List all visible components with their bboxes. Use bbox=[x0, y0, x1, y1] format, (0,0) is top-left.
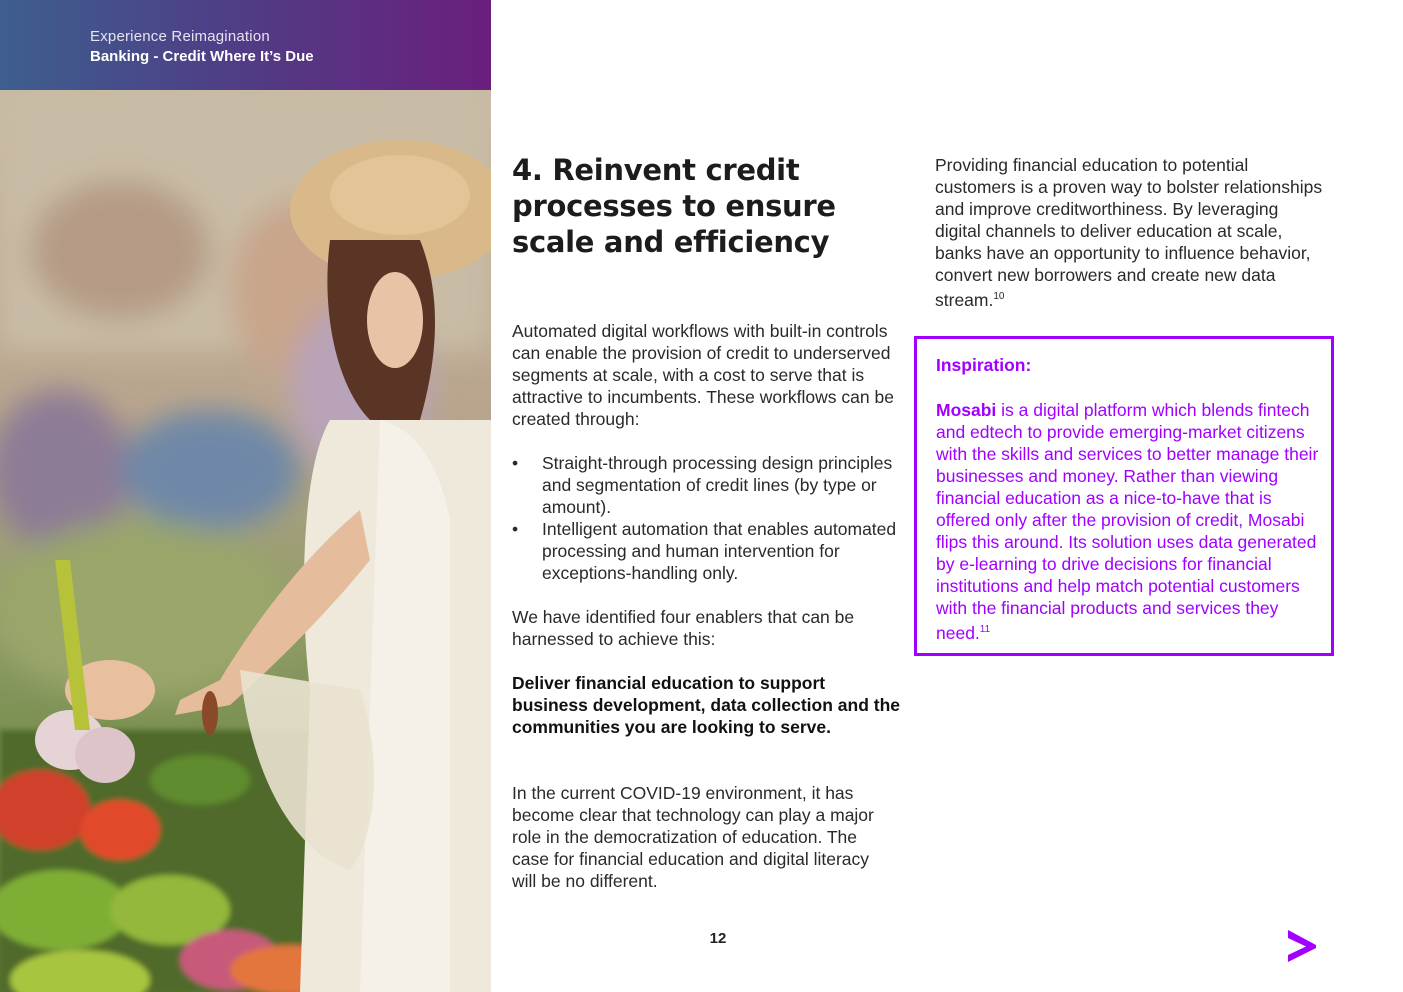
section-heading: 4. Reinvent credit processes to ensure scale and efficiency bbox=[512, 153, 836, 259]
workflow-bullet-list bbox=[512, 452, 902, 584]
page-number: 12 bbox=[709, 930, 727, 947]
inspiration-description: is a digital platform which blends fintech and edtech to provide emerging-market citizens with the skills and services to better manage their businesses and money. Rather than viewing financial education as a nice-to-have that is offered only after the provision of credit, Mosabi flips this around. Its solution uses data generated by e-learning to drive decisions for financial institutions and help match potential customers with the financial products and services they need. bbox=[936, 400, 1319, 643]
company-name: Mosabi bbox=[936, 400, 997, 420]
footnote-ref: 10 bbox=[993, 291, 1005, 302]
inspiration-box bbox=[914, 336, 1334, 656]
bullet-text: Intelligent automation that enables automated processing and human intervention for exceptions-handling only. bbox=[542, 519, 897, 583]
bold-subheading: Deliver financial education to support business development, data collection and the communities you are looking to serve. bbox=[512, 673, 900, 737]
list-item bbox=[512, 452, 902, 518]
header-document-title: Banking - Credit Where It’s Due bbox=[90, 48, 314, 65]
covid-paragraph: In the current COVID-19 environment, it has become clear that technology can play a major role in the democratization of education. The case for financial education and digital literacy will be no different. bbox=[512, 783, 874, 891]
inspiration-text bbox=[936, 399, 1321, 644]
bullet-icon: • bbox=[512, 453, 519, 473]
inspiration-label: Inspiration: bbox=[936, 355, 1032, 375]
list-item bbox=[512, 518, 902, 584]
footnote-ref: 11 bbox=[979, 624, 991, 635]
header-band bbox=[0, 0, 491, 90]
bullet-text: Straight-through processing design principles and segmentation of credit lines (by type or amount). bbox=[542, 453, 893, 517]
bullet-icon: • bbox=[512, 519, 519, 539]
market-photo bbox=[0, 90, 491, 992]
accenture-chevron-icon bbox=[1286, 930, 1316, 962]
header-section-label: Experience Reimagination bbox=[90, 28, 270, 45]
financial-education-text: Providing financial education to potential customers is a proven way to bolster relationships and improve creditworthiness. By leveraging digital channels to deliver education at scale, banks have an opportunity to influence behavior, convert new borrowers and create new data stream. bbox=[935, 155, 1323, 310]
financial-education-paragraph bbox=[935, 154, 1325, 311]
intro-paragraph: Automated digital workflows with built-in controls can enable the provision of credit to underserved segments at scale, with a cost to serve that is attractive to incumbents. These workflows can be created through: bbox=[512, 321, 894, 429]
section-heading-block bbox=[512, 152, 902, 260]
enablers-paragraph: We have identified four enablers that can be harnessed to achieve this: bbox=[512, 607, 855, 649]
